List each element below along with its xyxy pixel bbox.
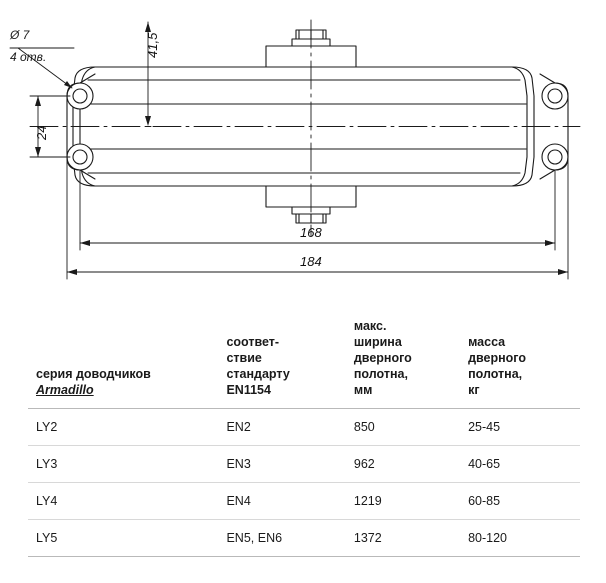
header-max-width-line5: мм — [353, 383, 373, 397]
hole-diameter-label — [10, 28, 29, 43]
hole-count-value: 4 отв. — [10, 50, 47, 64]
hole-count-label — [10, 50, 46, 65]
cell-mass: 60-85 — [460, 483, 580, 520]
table-row — [28, 483, 580, 520]
header-max-width-line2: ширина — [353, 335, 402, 349]
dim-184-label: 184 — [300, 254, 322, 269]
header-standard — [218, 318, 345, 409]
dim-24-label: 24 — [34, 125, 49, 140]
header-standard-line4: EN1154 — [226, 383, 271, 397]
table-row — [28, 520, 580, 557]
cell-series: LY2 — [28, 409, 218, 446]
header-mass-line3: полотна, — [468, 367, 523, 381]
cell-series: LY3 — [28, 446, 218, 483]
header-series-line1: серия доводчиков — [36, 367, 151, 381]
cell-max-width: 962 — [346, 446, 460, 483]
cell-series: LY5 — [28, 520, 218, 557]
header-standard-line1: соответ- — [226, 335, 280, 349]
cell-max-width: 850 — [346, 409, 460, 446]
cell-mass: 80-120 — [460, 520, 580, 557]
header-standard-line3: стандарту — [226, 367, 290, 381]
header-max-width-line1: макс. — [353, 319, 387, 333]
cell-standard: EN3 — [218, 446, 345, 483]
cell-standard: EN2 — [218, 409, 345, 446]
cell-max-width: 1372 — [346, 520, 460, 557]
header-max-width-line3: дверного — [353, 351, 412, 365]
header-standard-line2: ствие — [226, 351, 262, 365]
dim-41-5-label: 41,5 — [145, 32, 160, 58]
cell-mass: 40-65 — [460, 446, 580, 483]
cell-max-width: 1219 — [346, 483, 460, 520]
header-mass-line2: дверного — [468, 351, 526, 365]
header-max-width-line4: полотна, — [353, 367, 408, 381]
header-mass-line4: кг — [468, 383, 480, 397]
cell-mass: 25-45 — [460, 409, 580, 446]
header-mass-line1: масса — [468, 335, 506, 349]
header-series-brand: Armadillo — [36, 383, 94, 397]
cell-standard: EN4 — [218, 483, 345, 520]
header-max-width — [346, 318, 460, 409]
table-row — [28, 446, 580, 483]
specifications-table — [28, 318, 580, 557]
header-series — [28, 318, 218, 409]
table-row — [28, 409, 580, 446]
table-header-row — [28, 318, 580, 409]
dim-168-label: 168 — [300, 225, 322, 240]
cell-standard: EN5, EN6 — [218, 520, 345, 557]
hole-diameter-value: Ø 7 — [10, 28, 30, 42]
cell-series: LY4 — [28, 483, 218, 520]
header-mass — [460, 318, 580, 409]
